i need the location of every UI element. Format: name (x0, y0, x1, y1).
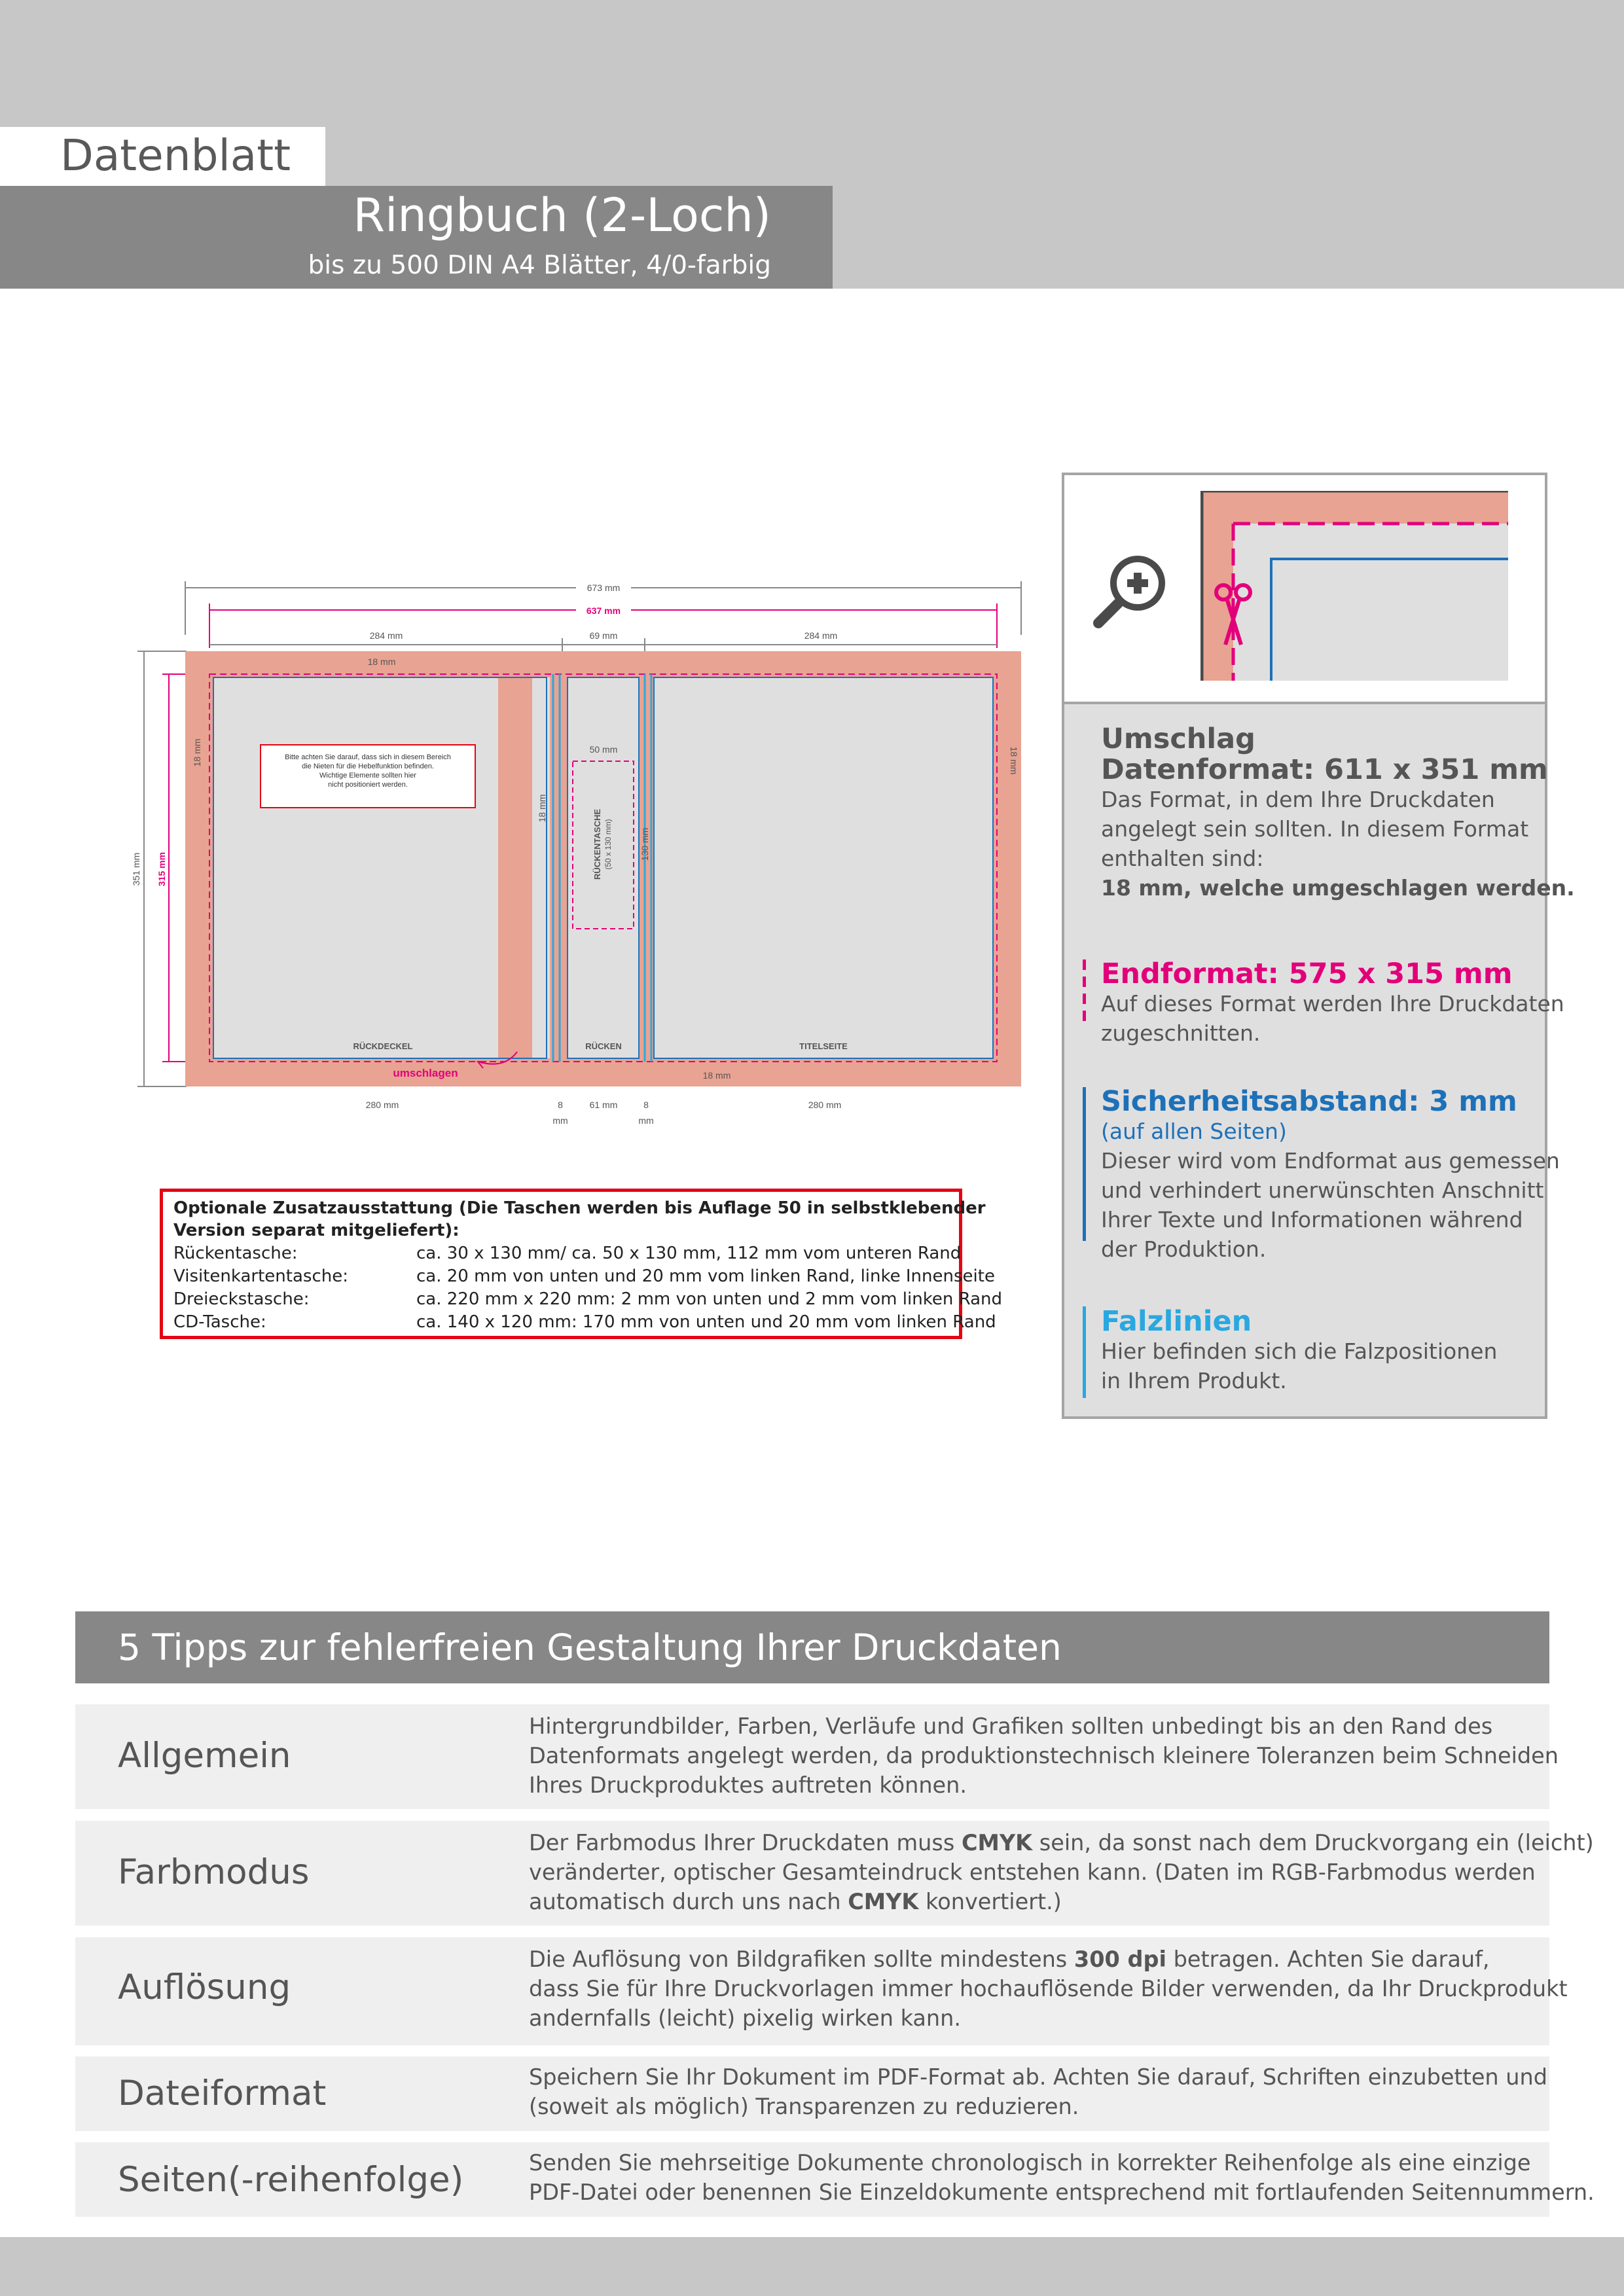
tip-text-line (529, 2003, 1568, 2033)
legend-text: Ihrer Texte und Informationen während (1101, 1207, 1523, 1232)
dim-trim-height: 315 mm (156, 852, 167, 887)
pocket-label: RÜCKENTASCHE (592, 808, 602, 880)
tip-text-bold: CMYK (961, 1830, 1033, 1856)
legend-sicherheit: Sicherheitsabstand: 3 mm (1101, 1085, 1517, 1118)
dim-fold-top: 18 mm (367, 656, 396, 667)
tip-text-bold: 300 dpi (1074, 1946, 1166, 1972)
option-value: ca. 140 x 120 mm: 170 mm von unten und 20 mm vom linken Rand (416, 1312, 996, 1332)
legend-text: und verhindert unerwünschten Anschnitt (1101, 1177, 1544, 1203)
tip-text-line (529, 1945, 1568, 1974)
magnifier-plus-icon (1091, 547, 1176, 632)
tip-text-line (529, 1712, 1559, 1741)
legend-text: der Produktion. (1101, 1236, 1267, 1262)
product-title: Ringbuch (2-Loch) (353, 188, 771, 242)
legend-text: enthalten sind: (1101, 846, 1264, 871)
tip-text-segment: veränderter, optischer Gesamteindruck entstehen kann. (Daten im RGB-Farbmodus werden (529, 1859, 1536, 1885)
scissors-icon (1214, 583, 1253, 648)
legend-text: Auf dieses Format werden Ihre Druckdaten (1101, 991, 1564, 1016)
legend-text: Das Format, in dem Ihre Druckdaten (1101, 787, 1495, 812)
tip-text-line (529, 1857, 1594, 1887)
tip-text-line (529, 1887, 1594, 1916)
dim-fold-right: 18 mm (1009, 746, 1019, 775)
footer-band (0, 2237, 1624, 2296)
options-heading: Version separat mitgeliefert): (173, 1221, 460, 1240)
dim-bottom-gap2: 8 (643, 1100, 649, 1110)
note-line: Bitte achten Sie darauf, dass sich in diesem Bereich (285, 753, 451, 761)
tip-text-segment: Hintergrundbilder, Farben, Verläufe und Grafiken sollten unbedingt bis an den Rand des (529, 1713, 1493, 1739)
tip-text-segment: sein, da sonst nach dem Druckvorgang ein (leicht) (1032, 1830, 1594, 1856)
tip-text-line (529, 2092, 1547, 2121)
tip-text-line (529, 2148, 1595, 2178)
legend-umschlag-title: Umschlag (1101, 723, 1255, 755)
tip-label: Seiten(-reihenfolge) (118, 2160, 464, 2200)
dim-bottom-back: 280 mm (365, 1100, 399, 1110)
safety-line-marker (1083, 1087, 1086, 1241)
tip-text-segment: andernfalls (leicht) pixelig wirken kann. (529, 2005, 962, 2031)
legend-panel (1062, 473, 1575, 1419)
legend-illustration (1064, 475, 1545, 704)
document-label: Datenblatt (60, 130, 291, 181)
fold-label: umschlagen (393, 1067, 458, 1079)
tip-text (529, 2062, 1547, 2121)
legend-endformat: Endformat: 575 x 315 mm (1101, 958, 1513, 990)
panel-back-label: RÜCKDECKEL (353, 1041, 413, 1051)
legend-datenformat: Datenformat: 611 x 351 mm (1101, 753, 1548, 786)
note-line: nicht positioniert werden. (328, 781, 408, 789)
legend-text: zugeschnitten. (1101, 1020, 1261, 1046)
legend-falz: Falzlinien (1101, 1305, 1252, 1338)
fold-line-marker (1083, 1306, 1086, 1398)
legend-text-bold: 18 mm, welche umgeschlagen werden. (1101, 875, 1575, 901)
tip-text-segment: Der Farbmodus Ihrer Druckdaten muss (529, 1830, 962, 1856)
tip-text-line (529, 1974, 1568, 2003)
tip-text (529, 1945, 1568, 2033)
options-box (160, 1189, 1002, 1339)
note-line: die Nieten für die Hebelfunktion befinden. (302, 762, 434, 770)
dim-pocket-height: 130 mm (640, 827, 650, 861)
dim-back-width: 284 mm (369, 630, 403, 641)
tip-text (529, 1828, 1594, 1916)
cover-layout-diagram (111, 569, 1054, 1139)
option-value: ca. 20 mm von unten und 20 mm vom linken Rand, linke Innenseite (416, 1266, 995, 1286)
dim-pocket-width: 50 mm (589, 744, 618, 755)
note-line: Wichtige Elemente sollten hier (319, 772, 416, 780)
tip-label: Dateiformat (118, 2073, 327, 2113)
tip-text-segment: (soweit als möglich) Transparenzen zu reduzieren. (529, 2094, 1079, 2119)
dim-fold-inner: 18 mm (537, 794, 547, 823)
tip-label: Auflösung (118, 1967, 291, 2007)
dim-fold-bottom: 18 mm (702, 1070, 731, 1081)
tip-text-line (529, 2178, 1595, 2207)
tip-text-segment: Die Auflösung von Bildgrafiken sollte mindestens (529, 1946, 1074, 1972)
tip-label: Farbmodus (118, 1852, 310, 1892)
dim-spine-width: 69 mm (589, 630, 618, 641)
option-name: Dreieckstasche: (173, 1289, 310, 1309)
dim-total-width: 673 mm (586, 583, 621, 593)
tip-text-line (529, 1741, 1559, 1770)
tip-text-segment: Senden Sie mehrseitige Dokumente chronologisch in korrekter Reihenfolge als eine einzige (529, 2150, 1531, 2176)
tip-text-segment: Speichern Sie Ihr Dokument im PDF-Format ab. Achten Sie darauf, Schriften einzubetten und (529, 2064, 1548, 2090)
tip-text-segment: konvertiert.) (918, 1889, 1062, 1914)
legend-text: angelegt sein sollten. In diesem Format (1101, 816, 1529, 842)
option-name: CD-Tasche: (173, 1312, 266, 1332)
tip-text-line (529, 1770, 1559, 1800)
dim-trim-width: 637 mm (586, 605, 621, 616)
dim-fold-left: 18 mm (192, 738, 202, 767)
dim-bottom-spine: 61 mm (589, 1100, 618, 1110)
tip-text-segment: automatisch durch uns nach (529, 1889, 848, 1914)
option-name: Visitenkartentasche: (173, 1266, 348, 1286)
pocket-size: (50 x 130 mm) (604, 819, 613, 870)
panel-spine-label: RÜCKEN (585, 1041, 622, 1051)
options-heading: Optionale Zusatzausstattung (Die Taschen werden bis Auflage 50 in selbstklebender (173, 1198, 986, 1218)
dim-bottom-gap2-unit: mm (638, 1115, 654, 1126)
dim-bottom-gap1: 8 (558, 1100, 563, 1110)
tip-text-segment: Ihres Druckproduktes auftreten können. (529, 1772, 967, 1798)
option-value: ca. 220 mm x 220 mm: 2 mm von unten und 2 mm vom linken Rand (416, 1289, 1002, 1309)
tip-text-segment: Datenformats angelegt werden, da produktionstechnisch kleinere Toleranzen beim Schneiden (529, 1743, 1559, 1768)
dim-bottom-gap1-unit: mm (552, 1115, 568, 1126)
product-subtitle: bis zu 500 DIN A4 Blätter, 4/0-farbig (308, 251, 771, 280)
legend-sicherheit-sub: (auf allen Seiten) (1101, 1119, 1287, 1144)
tip-text (529, 1712, 1559, 1800)
legend-text: Hier befinden sich die Falzpositionen (1101, 1338, 1498, 1364)
dim-total-height: 351 mm (131, 852, 141, 886)
tip-text (529, 2148, 1595, 2207)
trim-line-marker (1083, 960, 1086, 1022)
dim-front-width: 284 mm (804, 630, 838, 641)
legend-text: in Ihrem Produkt. (1101, 1368, 1287, 1393)
legend-text: Dieser wird vom Endformat aus gemessen (1101, 1148, 1560, 1174)
tip-text-segment: betragen. Achten Sie darauf, (1166, 1946, 1490, 1972)
option-value: ca. 30 x 130 mm/ ca. 50 x 130 mm, 112 mm vom unteren Rand (416, 1244, 962, 1263)
panel-front-label: TITELSEITE (799, 1041, 848, 1051)
tip-text-segment: dass Sie für Ihre Druckvorlagen immer hochauflösende Bilder verwenden, da Ihr Druckprodukt (529, 1976, 1568, 2001)
tip-text-line (529, 2062, 1547, 2092)
tip-text-segment: PDF-Datei oder benennen Sie Einzeldokumente entsprechend mit fortlaufenden Seitennummern. (529, 2179, 1595, 2205)
option-name: Rückentasche: (173, 1244, 298, 1263)
tip-text-bold: CMYK (848, 1889, 919, 1914)
tips-title: 5 Tipps zur fehlerfreien Gestaltung Ihrer Druckdaten (118, 1626, 1062, 1668)
dim-bottom-front: 280 mm (808, 1100, 842, 1110)
tip-label: Allgemein (118, 1736, 291, 1776)
tip-text-line (529, 1828, 1594, 1857)
